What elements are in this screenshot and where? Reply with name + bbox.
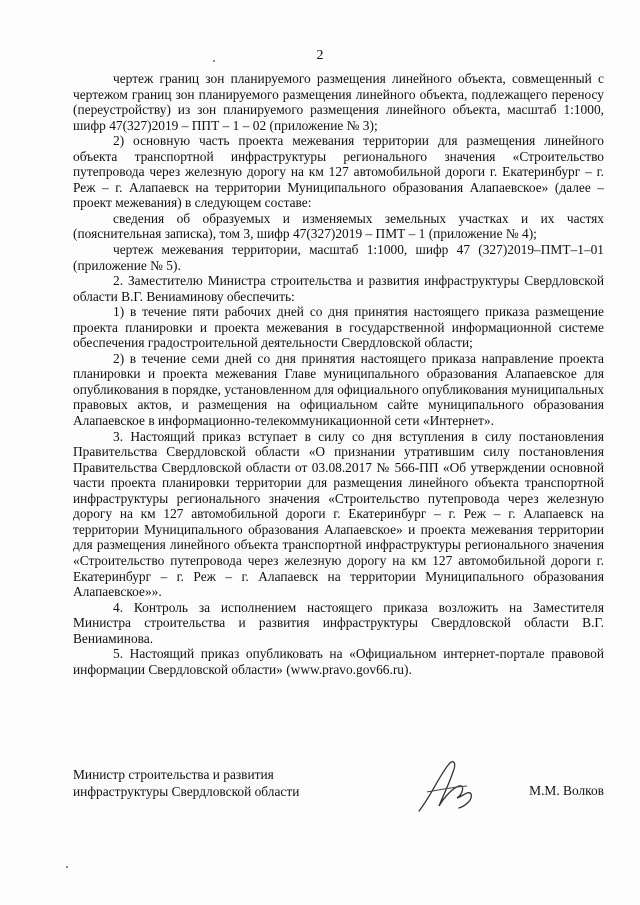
position-line: инфраструктуры Свердловской области	[73, 784, 300, 799]
signatory-name: М.М. Волков	[529, 783, 604, 798]
page-number: 2	[316, 48, 324, 63]
scan-speck	[213, 60, 215, 62]
scan-speck	[66, 866, 68, 868]
signatory-position	[73, 766, 299, 800]
position-line: Министр строительства и развития	[73, 767, 274, 782]
paragraph: 2) в течение семи дней со дня принятия настоящего приказа направление проекта планировки и проекта межевания Главе муниципального образования Алапаевское для опубликования в порядке, установленном для официального опубликования муниципальных правовых актов, и размещения на официальном сайте муниципального образования Алапаевское в информационно-телекоммуникационной сети «Интернет».	[73, 350, 604, 429]
paragraph: чертеж межевания территории, масштаб 1:1000, шифр 47 (327)2019–ПМТ–1–01 (приложение № 5).	[73, 242, 604, 273]
paragraph: 1) в течение пяти рабочих дней со дня принятия настоящего приказа размещение проекта планировки и проекта межевания в государственной информационной системе обеспечения градостроительной деятельности Свердловской области;	[73, 304, 604, 351]
paragraph: 2. Заместителю Министра строительства и развития инфраструктуры Свердловской области В.Г. Вениаминову обеспечить:	[73, 273, 604, 304]
handwritten-signature	[409, 756, 489, 822]
signature-block	[73, 766, 604, 826]
paragraph: чертеж границ зон планируемого размещения линейного объекта, совмещенный с чертежом границ зон планируемого размещения линейного объекта, подлежащего переносу (переустройству) из зон планируемого размещения линейного объекта, масштаб 1:1000, шифр 47(327)2019 – ППТ – 1 – 02 (приложение № 3);	[73, 71, 604, 133]
document-body	[73, 71, 604, 677]
paragraph: 2) основную часть проекта межевания территории для размещения линейного объекта транспортной инфраструктуры регионального значения «Строительство путепровода через железную дорогу на км 127 автомобильной дороги г. Екатеринбург – г. Реж – г. Алапаевск на территории Муниципального образования Алапаевское» (далее – проект межевания) в следующем составе:	[73, 133, 604, 211]
paragraph: 3. Настоящий приказ вступает в силу со дня вступления в силу постановления Правительства Свердловской области «О признании утратившим силу постановления Правительства Свердловской области от 03.08.2017 № 566-ПП «Об утверждении основной части проекта планировки территории для размещения линейного объекта транспортной инфраструктуры регионального значения «Строительство путепровода через железную дорогу на км 127 автомобильной дороги г. Екатеринбург – г. Реж – г. Алапаевск на территории Муниципального образования Алапаевское» и проекта межевания территории для размещения линейного объекта транспортной инфраструктуры регионального значения «Строительство путепровода через железную дорогу на км 127 автомобильной дороги г. Екатеринбург – г. Реж – г. Алапаевск на территории Муниципального образования Алапаевское»».	[73, 428, 604, 600]
paragraph: сведения об образуемых и изменяемых земельных участках и их частях (пояснительная записка), том 3, шифр 47(327)2019 – ПМТ – 1 (приложение № 4);	[73, 210, 604, 242]
paragraph: 5. Настоящий приказ опубликовать на «Официальном интернет-портале правовой информации Свердловской области» (www.pravo.gov66.ru).	[73, 646, 604, 677]
paragraph: 4. Контроль за исполнением настоящего приказа возложить на Заместителя Министра строительства и развития инфраструктуры Свердловской области В.Г. Вениаминова.	[73, 599, 604, 646]
